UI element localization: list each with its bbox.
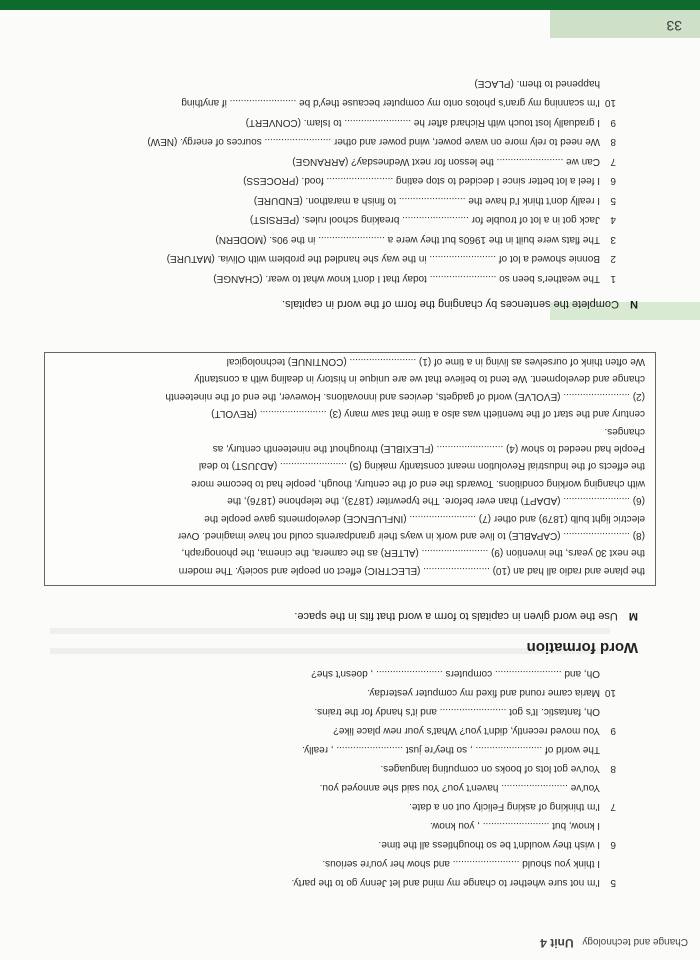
- item-number: 9: [610, 725, 616, 736]
- text-line: We often think of ourselves as living in a time of (1) ........................ (CONTINUE) technological: [226, 356, 645, 367]
- page-number: 33: [666, 18, 682, 34]
- sentence-item: [181, 98, 616, 109]
- item-text: You've got lots of books on computing languages.: [380, 763, 600, 774]
- item-text: The world of ........................ , so they're just ........................ , really.: [302, 744, 600, 755]
- sentence-item: [243, 176, 616, 187]
- exercise-n-instruction: [282, 298, 638, 310]
- sentence-item: [215, 234, 616, 245]
- dialogue-line: [381, 763, 616, 774]
- item-number: 5: [610, 877, 616, 888]
- text-line: electric light bulb (1879) and other (7) ........................ (INFLUENCE) developments gave people the: [204, 512, 645, 524]
- running-footer: [540, 936, 688, 950]
- instruction-text: Use the word given in capitals to form a word that fits in the space.: [294, 610, 618, 622]
- dialogue-line: [409, 801, 616, 812]
- section-title: Word formation: [526, 639, 638, 656]
- item-number: 6: [610, 839, 616, 850]
- item-number: 6: [610, 175, 616, 187]
- item-number: 5: [610, 195, 616, 206]
- sentence-item: [167, 254, 616, 265]
- unit-title: Change and technology: [582, 936, 688, 947]
- exercise-m-instruction: [294, 610, 638, 622]
- sentence-item: [254, 195, 616, 206]
- text-line: century and the start of the twentieth was also a time that saw many (3) ........................ (REVOLT): [211, 408, 645, 420]
- item-text: I'm scanning my gran's photos onto my computer because they'd be ........................ if anything: [181, 97, 600, 109]
- item-text: You moved recently, didn't you? What's your new place like?: [333, 725, 600, 736]
- item-text: I gradually lost touch with Richard after he ........................ to Islam. (CONVERT): [245, 117, 600, 128]
- dialogue-line: [379, 839, 616, 850]
- text-line: the next 30 years, the invention (9) ........................ (ALTER) as the camera, the cinema, the phonograph,: [181, 547, 645, 559]
- text-line: People had needed to show (4) ........................ (FLEXIBLE) throughout the nineteenth century, as: [212, 443, 645, 454]
- item-text: Can we ........................ the lesson for next Wednesday? (ARRANGE): [292, 156, 600, 167]
- item-text: I know, but ........................ , you know.: [429, 820, 600, 831]
- item-number: 7: [610, 801, 616, 812]
- item-text: happened to them. (PLACE): [474, 78, 600, 89]
- item-number: 2: [610, 253, 616, 265]
- dialogue-line: [314, 706, 616, 717]
- exercise-letter: M: [628, 610, 638, 622]
- item-number: 1: [610, 273, 616, 284]
- sentence-item: [213, 273, 616, 284]
- text-line: (2) ........................ (EVOLVE) world of gadgets, devices and innovations. However, the end of the nineteenth: [165, 390, 645, 402]
- dialogue-line: [320, 782, 616, 793]
- instruction-text: Complete the sentences by changing the form of the word in capitals.: [282, 298, 619, 310]
- dialogue-line: [322, 858, 616, 869]
- dialogue-line: [430, 820, 616, 831]
- text-line: the plane and radio all had an (10) ........................ (ELECTRIC) effect on people and society. The modern: [178, 564, 645, 576]
- item-text: I wish they wouldn't be so thoughtless all the time.: [378, 839, 600, 850]
- item-text: I really don't think I'd have the ........................ to finish a marathon. (ENDURE): [253, 195, 600, 206]
- sentence-item: [292, 156, 616, 167]
- sentence-item: [246, 117, 616, 128]
- dialogue-line: [367, 687, 616, 698]
- item-number: 3: [610, 234, 616, 245]
- sentence-item: [250, 215, 616, 226]
- text-line: with changing working conditions. Towards the end of the century, though, people had to become more: [191, 477, 645, 489]
- item-number: 4: [610, 214, 616, 226]
- dialogue-line: [311, 668, 616, 679]
- item-text: Oh, fantastic. It's got ........................ and it's handy for the trains.: [314, 706, 600, 717]
- item-text: Jack got in a lot of trouble for ........................ breaking school rules. (PERSIST): [249, 214, 600, 226]
- item-text: I'm not sure whether to change my mind and let Jenny go to the party.: [291, 877, 600, 888]
- item-number: 10: [604, 687, 616, 698]
- item-text: I feel a lot better since I decided to stop eating ........................ food. (PROCESS): [243, 175, 600, 187]
- top-color-bar: [0, 0, 700, 10]
- text-line: (8) ........................ (CAPABLE) to live and work in ways their grandparents could not have imagined. Over: [177, 530, 645, 541]
- item-text: We need to rely more on wave power, wind power and other ........................ sources of energy. (NEW): [147, 136, 600, 148]
- text-line: change and development. We tend to believe that we are unique in history in dealing with a constantly: [194, 373, 645, 385]
- text-line: (6) ........................ (ADAPT) than ever before. The typewriter (1873), the telephone (1876), the: [227, 495, 645, 507]
- item-number: 9: [610, 117, 616, 128]
- item-number: 7: [610, 156, 616, 167]
- item-text: Oh, and ........................ computers ........................ , doesn't she?: [311, 668, 600, 679]
- text-line: the effects of the Industrial Revolution meant constantly making (5) ........................ (ADJUST) to deal: [198, 460, 645, 472]
- item-text: I'm thinking of asking Felicity out on a date.: [409, 801, 600, 812]
- item-text: You've ........................ haven't you? You said she annoyed you.: [319, 782, 600, 793]
- unit-label: Unit 4: [540, 936, 574, 950]
- item-text: The flats were built in the 1960s but they were a ........................ in the 90s. (MODERN): [215, 234, 600, 245]
- text-line: changes.: [604, 425, 645, 437]
- item-text: Bonnie showed a lot of ........................ in the way she handled the problem with Olivia. (MATURE): [166, 253, 600, 265]
- dialogue-line: [333, 725, 616, 736]
- exercise-m-text-box: [44, 352, 656, 586]
- item-number: 10: [604, 97, 616, 109]
- exercise-letter: N: [630, 298, 638, 310]
- item-text: The weather's been so ........................ today that I don't know what to wear. (CHANGE): [213, 273, 600, 284]
- dialogue-line: [291, 877, 616, 888]
- sentence-item: [474, 78, 616, 89]
- item-text: Maria came round and fixed my computer yesterday.: [367, 687, 600, 698]
- sentence-item: [147, 137, 616, 148]
- item-text: I think you should ........................ and show her you're serious.: [322, 858, 600, 869]
- item-number: 8: [610, 763, 616, 774]
- item-number: 8: [610, 136, 616, 148]
- dialogue-line: [302, 744, 616, 755]
- faint-line: [50, 628, 610, 634]
